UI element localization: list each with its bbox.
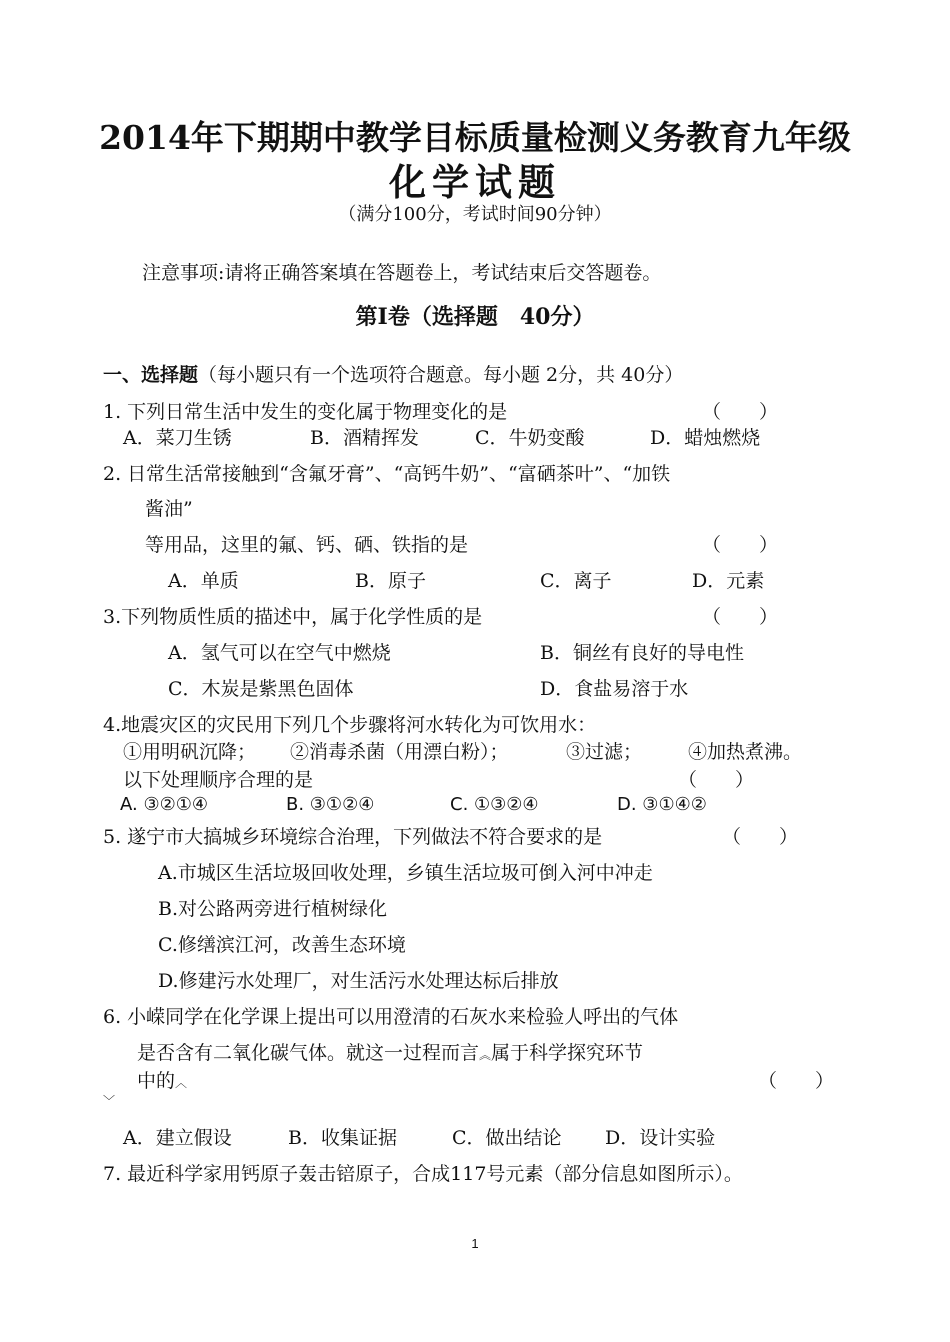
question-6-option-c: C．做出结论: [452, 1127, 562, 1149]
question-6-answer-paren: （ ）: [758, 1070, 835, 1092]
question-2-option-d: D．元素: [692, 570, 765, 592]
question-5-option-d: D.修建污水处理厂，对生活污水处理达标后排放: [158, 970, 559, 992]
question-2-option-a: A．单质: [168, 570, 239, 592]
exam-title: 2014年下期期中教学目标质量检测义务教育九年级: [99, 118, 851, 157]
question-5-option-a: A.市城区生活垃圾回收处理，乡镇生活垃圾可倒入河中冲走: [158, 862, 653, 884]
question-4-option-c: C. ①③②④: [450, 794, 539, 815]
question-5-answer-paren: （ ）: [722, 826, 799, 848]
question-3-stem: 3.下列物质性质的描述中，属于化学性质的是: [103, 606, 483, 628]
question-2-answer-paren: （ ）: [702, 534, 779, 556]
section-label: 一、选择题: [103, 364, 199, 386]
question-1-option-a: A．菜刀生锈: [123, 427, 232, 449]
question-1-stem: 1. 下列日常生活中发生的变化属于物理变化的是: [103, 401, 508, 423]
question-6-stem-cont: [137, 1038, 643, 1065]
question-6-stem-cont2: [137, 1066, 187, 1093]
question-1-answer-paren: （ ）: [702, 401, 779, 423]
question-2-option-b: B．原子: [355, 570, 426, 592]
question-6-stem-cont-part2: 属于科学探究环节: [491, 1042, 644, 1064]
section-heading: [103, 360, 683, 387]
question-3-option-b: B．铜丝有良好的导电性: [540, 642, 744, 664]
question-4-stem: 4.地震灾区的灾民用下列几个步骤将河水转化为可饮用水：: [103, 714, 597, 736]
question-4-answer-paren: （ ）: [678, 769, 755, 791]
question-4-option-d: D. ③①④②: [617, 794, 707, 815]
question-1-option-c: C．牛奶变酸: [475, 427, 585, 449]
question-6-stem-cont-part1: 是否含有二氧化碳气体。就这一过程而言: [137, 1042, 480, 1064]
question-3-option-a: A．氢气可以在空气中燃烧: [168, 642, 391, 664]
question-2-stem: 2. 日常生活常接触到“含氟牙膏”、“高钙牛奶”、“富硒茶叶”、“加铁: [103, 463, 671, 485]
question-4-step-2: ②消毒杀菌（用漂白粉）；: [290, 741, 509, 763]
question-5-option-c: C.修缮滨江河，改善生态环境: [158, 934, 406, 956]
page-number: 1: [471, 1236, 479, 1251]
question-7-stem: 7. 最近科学家用钙原子轰击锫原子，合成117号元素（部分信息如图所示）。: [103, 1163, 743, 1185]
question-2-option-c: C．离子: [540, 570, 612, 592]
question-4-option-a: A. ③②①④: [120, 794, 208, 815]
question-4-option-b: B. ③①②④: [286, 794, 375, 815]
question-6-option-d: D．设计实验: [605, 1127, 716, 1149]
exam-subtitle: （满分100分，考试时间90分钟）: [338, 204, 612, 225]
question-1-option-b: B．酒精挥发: [310, 427, 419, 449]
exam-note: 注意事项:请将正确答案填在答题卷上，考试结束后交答题卷。: [142, 262, 662, 284]
question-6-option-b: B．收集证据: [288, 1127, 397, 1149]
question-6-option-a: A．建立假设: [123, 1127, 232, 1149]
part-title: 第Ⅰ卷（选择题 40分）: [355, 304, 595, 330]
question-2-stem-cont2: 等用品，这里的氟、钙、硒、铁指的是: [145, 534, 469, 556]
answer-blank-mark-close: ﹀: [103, 1094, 116, 1108]
answer-blank-mark-open: ︿: [175, 1076, 188, 1090]
section-instructions: （每小题只有一个选项符合题意。每小题 2分，共 40分）: [198, 364, 684, 386]
question-4-step-3: ③过滤；: [566, 741, 643, 763]
question-5-option-b: B.对公路两旁进行植树绿化: [158, 898, 388, 920]
question-4-stem-cont: 以下处理顺序合理的是: [123, 769, 314, 791]
question-4-step-4: ④加热煮沸。: [688, 741, 803, 763]
subject-title: 化学试题: [389, 160, 561, 204]
question-4-step-1: ①用明矾沉降；: [123, 741, 257, 763]
question-1-option-d: D．蜡烛燃烧: [650, 427, 761, 449]
question-2-stem-cont: 酱油”: [145, 498, 193, 520]
question-3-option-c: C．木炭是紫黑色固体: [168, 678, 354, 700]
question-3-option-d: D．食盐易溶于水: [540, 678, 689, 700]
question-3-answer-paren: （ ）: [702, 606, 779, 628]
question-6-stem-cont2-text: 中的: [137, 1070, 176, 1092]
question-5-stem: 5. 遂宁市大搞城乡环境综合治理，下列做法不符合要求的是: [103, 826, 603, 848]
question-6-stem: 6. 小嵘同学在化学课上提出可以用澄清的石灰水来检验人呼出的气体: [103, 1006, 679, 1028]
answer-blank-mark: ︽: [479, 1048, 492, 1062]
